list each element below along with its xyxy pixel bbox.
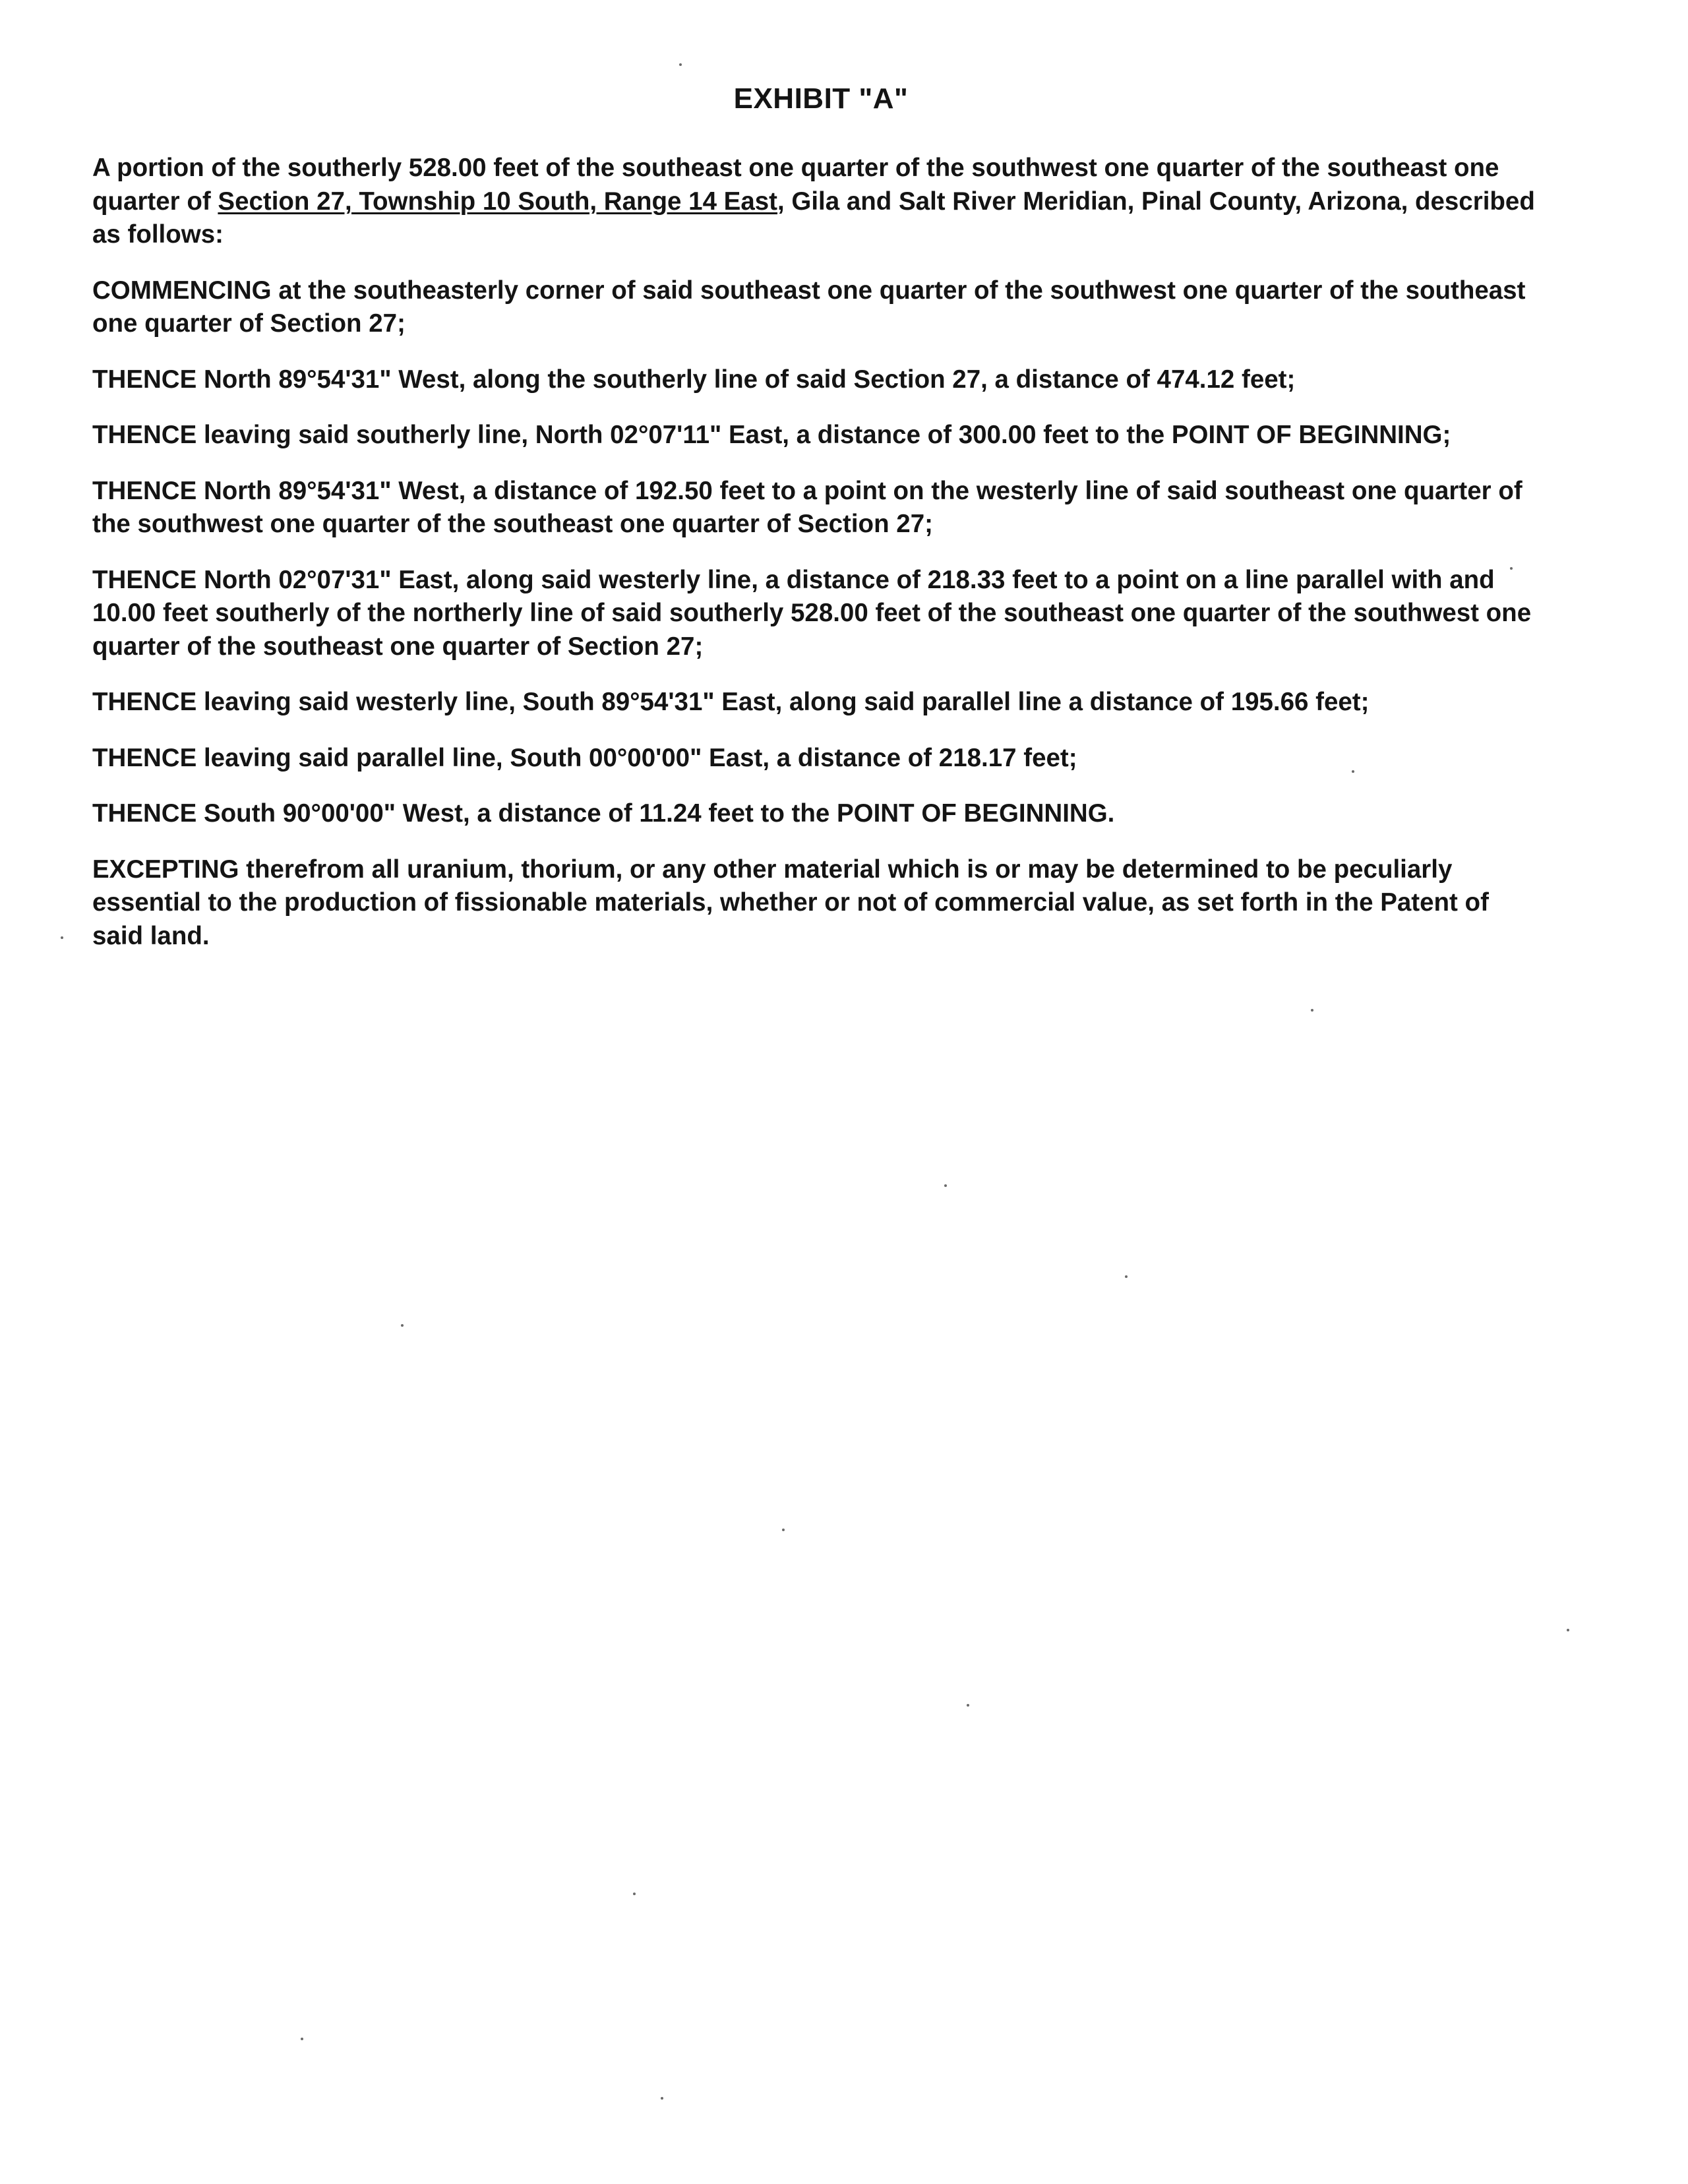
scan-speck <box>61 936 63 939</box>
scan-speck <box>679 63 682 66</box>
intro-paragraph <box>92 152 1543 252</box>
scan-speck <box>1311 1009 1313 1012</box>
course-paragraph-7: THENCE South 90°00'00" West, a distance of 11.24 feet to the POINT OF BEGINNING. <box>92 799 1115 828</box>
scan-speck <box>633 1893 636 1895</box>
exhibit-title: EXHIBIT "A" <box>733 82 909 115</box>
scan-speck <box>401 1324 404 1327</box>
course-paragraph-1: THENCE North 89°54'31" West, along the southerly line of said Section 27, a distance of 474.12 feet; <box>92 365 1296 394</box>
scan-speck <box>301 2038 303 2040</box>
scan-speck <box>1125 1275 1128 1278</box>
course-paragraph-3: THENCE North 89°54'31" West, a distance of 192.50 feet to a point on the westerly line of said southeast one quarter of the southwest one quarter of the southeast one quarter of Section 27; <box>92 476 1522 538</box>
section-reference: Section 27, Township 10 South, Range 14 East <box>218 187 778 216</box>
scan-speck <box>1352 770 1354 773</box>
scan-speck <box>1567 1629 1569 1631</box>
course-paragraph-5: THENCE leaving said westerly line, South 89°54'31" East, along said parallel line a distance of 195.66 feet; <box>92 688 1370 716</box>
scan-speck <box>661 2097 663 2100</box>
scan-speck <box>944 1184 947 1187</box>
intro-text-start: A portion of the southerly 528.00 feet of the southeast one quarter of the southwest one quarter of the southeast one quarter of <box>92 154 1499 216</box>
course-paragraph-4: THENCE North 02°07'31" East, along said westerly line, a distance of 218.33 feet to a point on a line parallel with and 10.00 feet southerly of the northerly line of said southerly 528.00 feet of the southeast one quarter of the southwest one quarter of the southeast one quarter of Section 27; <box>92 565 1532 661</box>
scan-speck <box>967 1704 969 1707</box>
scan-speck <box>782 1529 785 1531</box>
intro-text-end: , Gila and Salt River Meridian, Pinal County, Arizona, described as follows: <box>92 187 1535 249</box>
excepting-paragraph: EXCEPTING therefrom all uranium, thorium, or any other material which is or may be determined to be peculiarly essential to the production of fissionable materials, whether or not of commercial value, as set forth in the Patent of said land. <box>92 855 1489 950</box>
legal-description <box>92 152 1543 975</box>
course-paragraph-2: THENCE leaving said southerly line, North 02°07'11" East, a distance of 300.00 feet to the POINT OF BEGINNING; <box>92 421 1451 449</box>
scan-speck <box>1510 567 1513 570</box>
course-paragraph-6: THENCE leaving said parallel line, South 00°00'00" East, a distance of 218.17 feet; <box>92 743 1077 772</box>
commencing-paragraph: COMMENCING at the southeasterly corner of said southeast one quarter of the southwest one quarter of the southeast one quarter of Section 27; <box>92 276 1526 338</box>
